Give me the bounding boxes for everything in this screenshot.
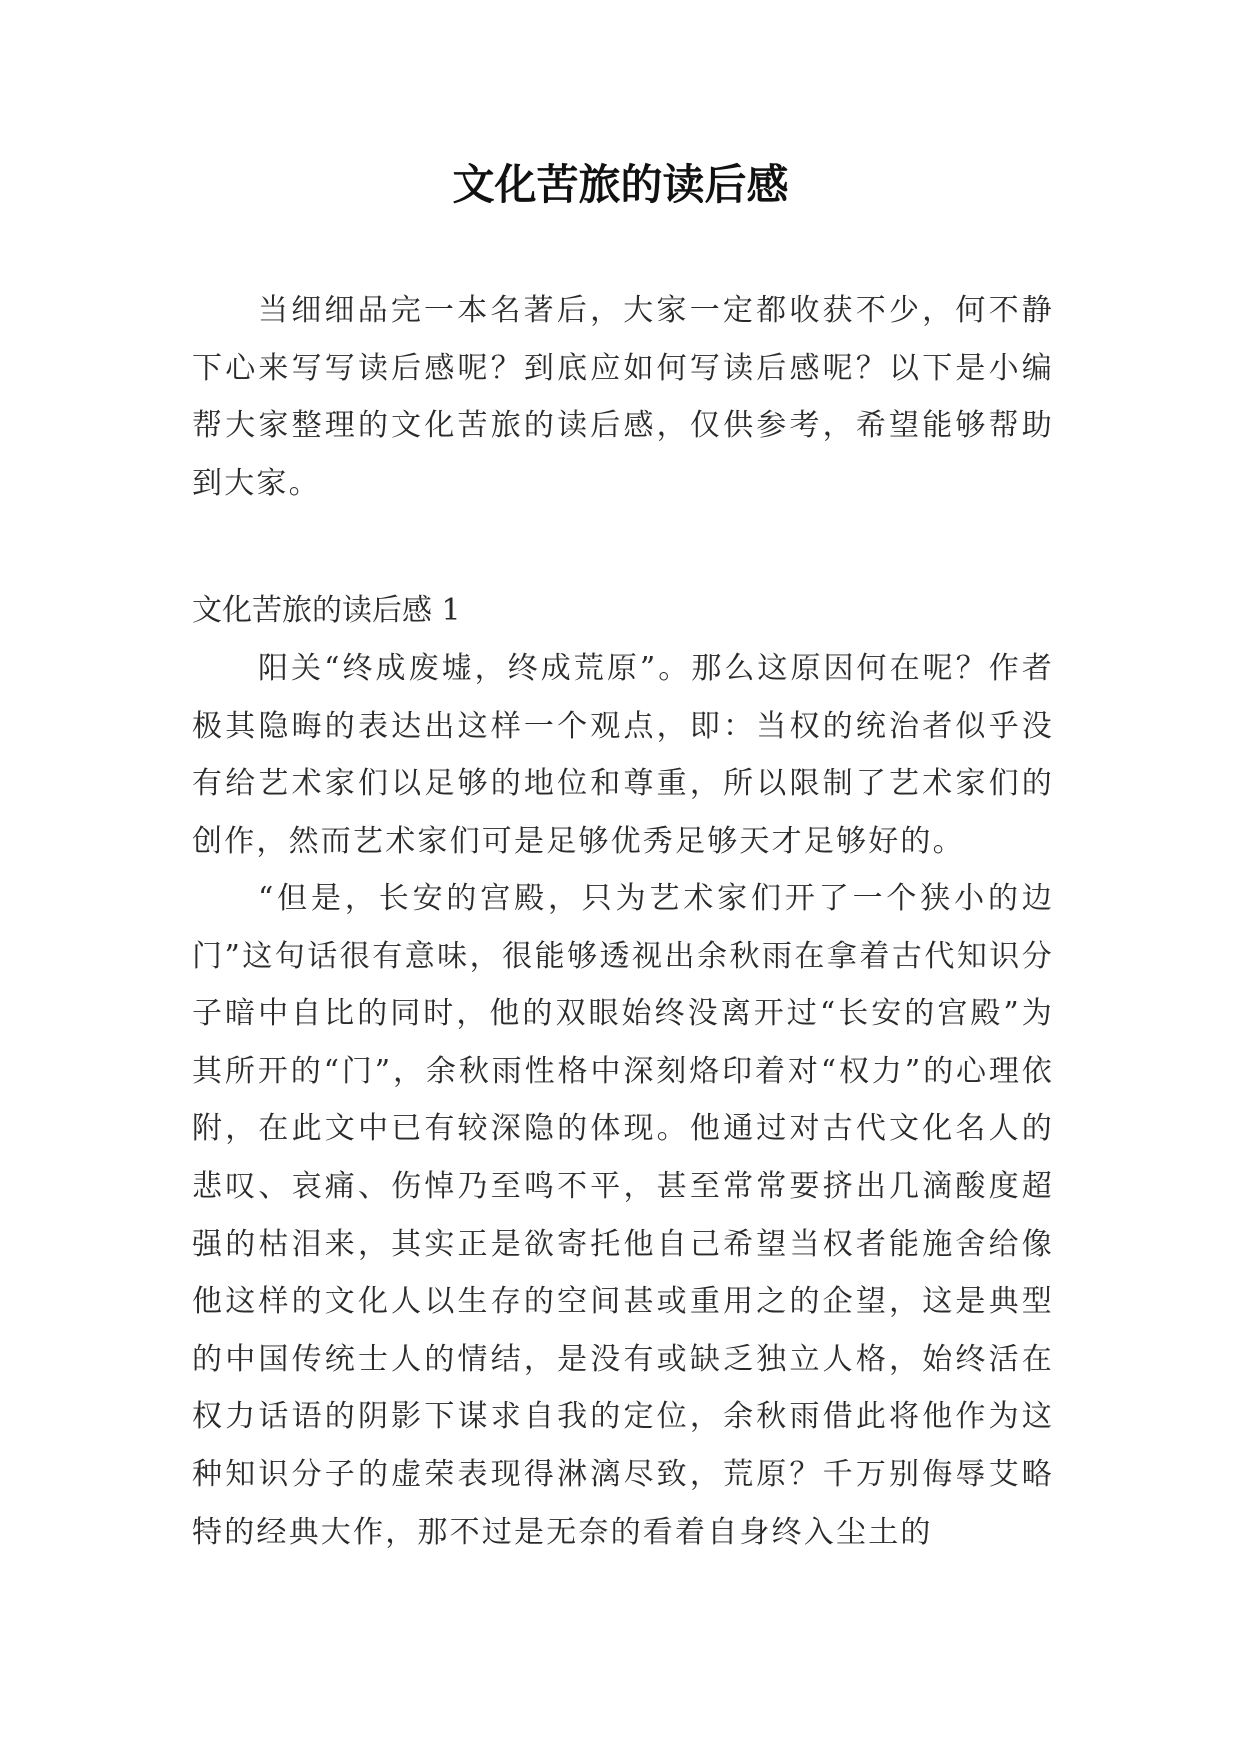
body-paragraph: “但是，长安的宫殿，只为艺术家们开了一个狭小的边门”这句话很有意味，很能够透视出余秋雨在拿着古代知识分子暗中自比的同时，他的双眼始终没离开过“长安的宫殿”为其所开的“门”，余秋雨性格中深刻烙印着对“权力”的心理依附，在此文中已有较深隐的体现。他通过对古代文化名人的悲叹、哀痛、伤悼乃至鸣不平，甚至常常要挤出几滴酸度超强的枯泪来，其实正是欲寄托他自己希望当权者能施舍给像他这样的文化人以生存的空间甚或重用之的企望，这是典型的中国传统士人的情结，是没有或缺乏独立人格，始终活在权力话语的阴影下谋求自我的定位，余秋雨借此将他作为这种知识分子的虚荣表现得淋漓尽致，荒原？千万别侮辱艾略特的经典大作，那不过是无奈的看着自身终入尘土的	[192, 881, 1054, 1550]
intro-paragraph: 当细细品完一本名著后，大家一定都收获不少，何不静下心来写写读后感呢？到底应如何写读后感呢？以下是小编帮大家整理的文化苦旅的读后感，仅供参考，希望能够帮助到大家。	[192, 293, 1054, 501]
body-paragraph: 阳关“终成废墟，终成荒原”。那么这原因何在呢？作者极其隐晦的表达出这样一个观点，即：当权的统治者似乎没有给艺术家们以足够的地位和尊重，所以限制了艺术家们的创作，然而艺术家们可是足够优秀足够天才足够好的。	[192, 651, 1054, 859]
document-title: 文化苦旅的读后感	[452, 160, 789, 209]
section-heading: 文化苦旅的读后感 1	[192, 593, 461, 628]
